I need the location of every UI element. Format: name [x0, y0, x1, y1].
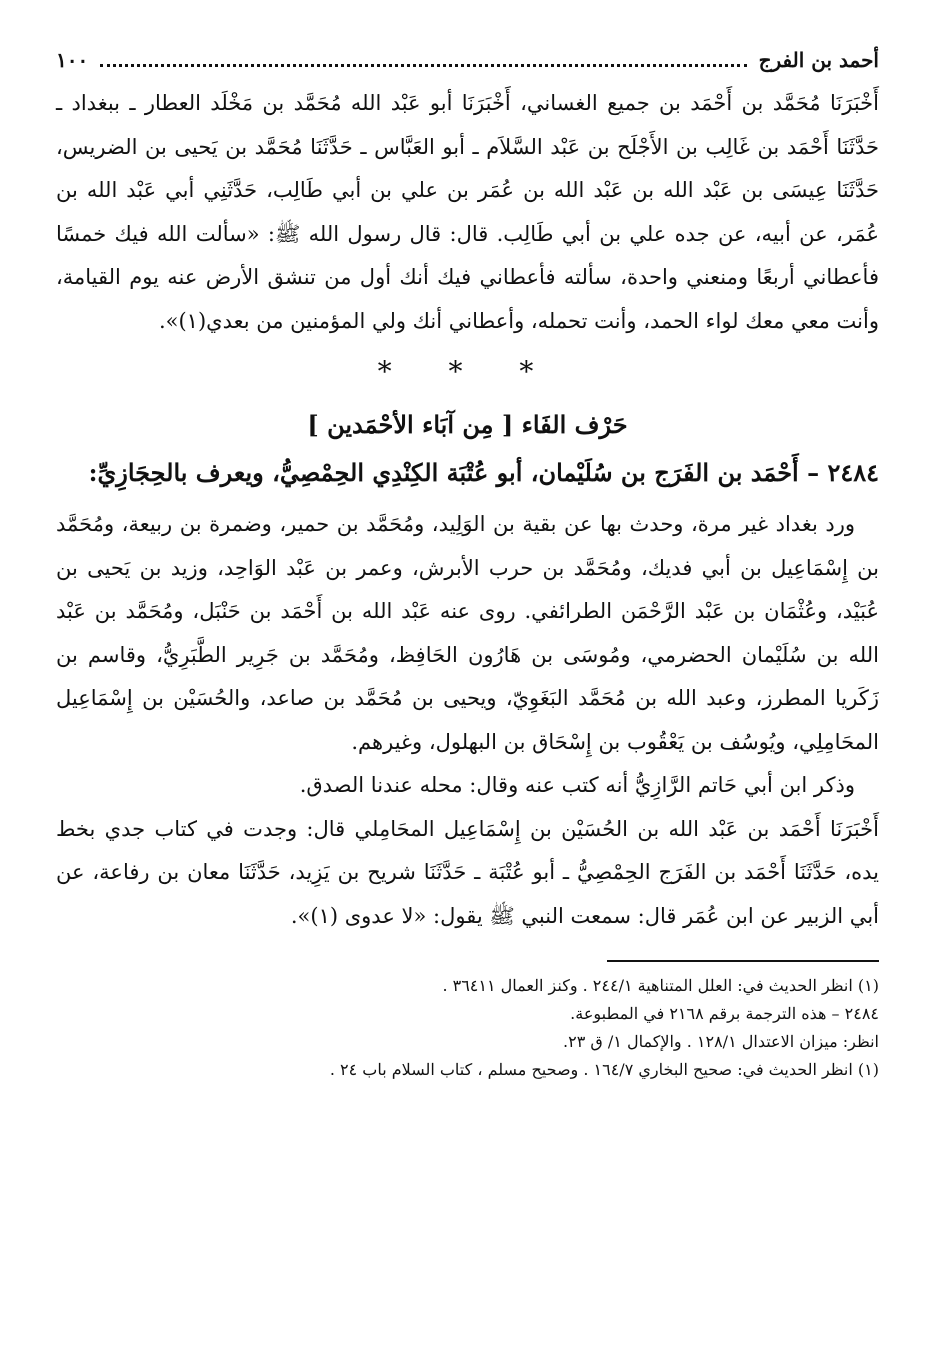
- header-dotted-leader: [100, 64, 746, 67]
- footnote-item: (١) انظر الحديث في: صحيح البخاري ١٦٤/٧ . وصحيح مسلم ، كتاب السلام باب ٢٤ .: [329, 1060, 879, 1079]
- section-separator: * * *: [377, 355, 558, 388]
- page-number: ١٠٠: [56, 48, 89, 72]
- section-title: حَرْف الفَاء [ مِن آبَاء الأحْمَدين ]: [307, 410, 628, 439]
- entry-heading: ٢٤٨٤ – أَحْمَد بن الفَرَج بن سُلَيْمان، أبو عُتْبَة الكِنْدِي الحِمْصِيُّ، ويعرف بالحِجَازِيِّ:: [88, 458, 879, 487]
- footnote-divider: [607, 960, 879, 962]
- entry-paragraph-narrators: ورد بغداد غير مرة، وحدث بها عن بقية بن الوَلِيد، ومُحَمَّد بن حمير، وضمرة بن ربيعة، ومُحَمَّد بن إِسْمَاعِيل بن أبي فديك، ومُحَمَّد بن حرب الأبرش، وعمر بن عَبْد الوَاحِد، وزيد بن يَحيى بن عُبَيْد، وعُثْمَان بن عَبْد الرَّحْمَن الطرائفي. روى عنه عَبْد الله بن أَحْمَد بن حَنْبَل، ومُحَمَّد بن عَبْد الله بن سُلَيْمان الحضرمي، ومُوسَى بن هَارُون الحَافِظ، ومُحَمَّد بن جَرِير الطَّبَرِيُّ، وقاسم بن زَكَريا المطرز، وعبد الله بن مُحَمَّد البَغَوِيّ، ويحيى بن مُحَمَّد بن صاعد، والحُسَيْن بن إِسْمَاعِيل المحَامِلِي، ويُوسُف بن يَعْقُوب بن إِسْحَاق بن البهلول، وغيرهم.: [56, 512, 879, 754]
- entry-paragraph-hadith: أَخْبَرَنَا أَحْمَد بن عَبْد الله بن الحُسَيْن بن إِسْمَاعِيل المحَامِلي قال: وجدت في كتاب جدي بخط يده، حَدَّثَنَا أَحْمَد بن الفَرَج الحِمْصِيُّ ـ أبو عُتْبَة ـ حَدَّثَنَا شريح بن يَزِيد، حَدَّثَنَا معان بن رفاعة، عن أبي الزبير عن ابن عُمَر قال: سمعت النبي ﷺ يقول: «لا عدوى (١)».: [56, 816, 879, 928]
- footnote-item: ٢٤٨٤ – هذه الترجمة برقم ٢١٦٨ في المطبوعة.: [570, 1004, 879, 1023]
- hadith-paragraph: أَخْبَرَنَا مُحَمَّد بن أَحْمَد بن جميع الغساني، أَخْبَرَنَا أبو عَبْد الله مُحَمَّد بن مَخْلَد العطار ـ ببغداد ـ حَدَّثَنَا أَحْمَد بن غَالِب بن الأَجْلَح بن عَبْد السَّلاَم ـ أبو العَبَّاس ـ حَدَّثَنَا مُحَمَّد بن يَحيى بن الضريس، حَدَّثَنَا عِيسَى بن عَبْد الله بن عَبْد الله بن عُمَر بن علي بن أبي طَالِب، حَدَّثَنِي أبي عَبْد الله بن عُمَر، عن أبيه، عن جده علي بن أبي طَالِب. قال: قال رسول الله ﷺ: «سألت الله فيك خمسًا فأعطاني أربعًا ومنعني واحدة، سألته فأعطاني فيك أنك أول من تنشق الأرض عنه يوم القيامة، وأنت معي معك لواء الحمد، وأنت تحمله، وأعطاني أنك ولي المؤمنين من بعدي(١)».: [56, 91, 879, 333]
- footnote-item: انظر: ميزان الاعتدال ١٢٨/١ . والإكمال ١/ ق ٢٣.: [563, 1032, 879, 1051]
- footnote-item: (١) انظر الحديث في: العلل المتناهية ٢٤٤/١ . وكنز العمال ٣٦٤١١ .: [442, 976, 879, 995]
- footnotes: [56, 972, 879, 1084]
- running-header: [56, 48, 879, 82]
- running-title: أحمد بن الفرج: [758, 48, 879, 72]
- entry-paragraph-evaluation: وذكر ابن أبي حَاتم الرَّازِيُّ أنه كتب عنه وقال: محله عندنا الصدق.: [299, 773, 855, 797]
